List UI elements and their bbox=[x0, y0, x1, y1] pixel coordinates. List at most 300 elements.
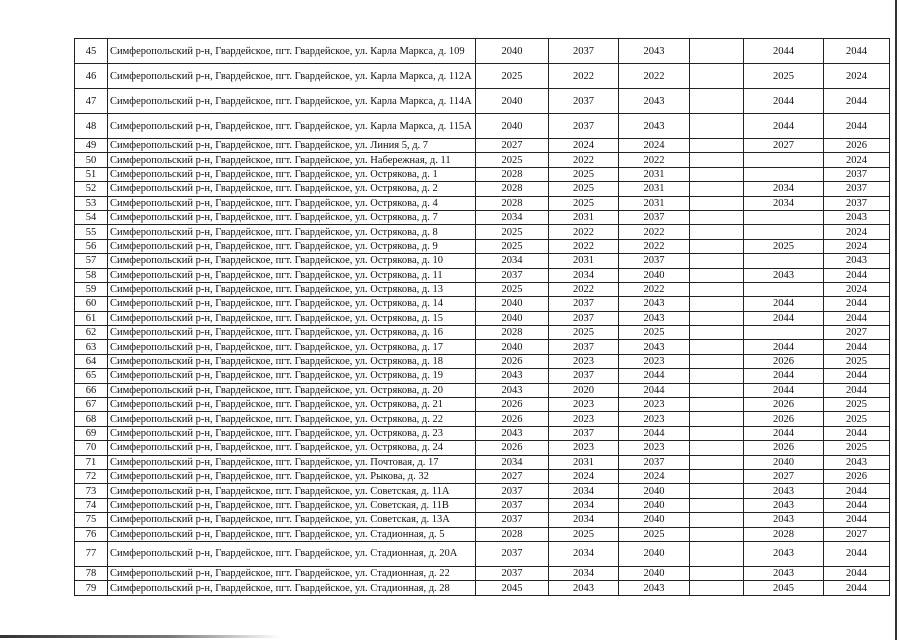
address-cell: Симферопольский р-н, Гвардейское, пгт. Гвардейское, ул. Острякова, д. 16 bbox=[108, 326, 476, 340]
year-cell-3: 2023 bbox=[619, 412, 690, 426]
year-cell-5: 2044 bbox=[744, 114, 824, 139]
row-number-cell: 58 bbox=[75, 268, 108, 282]
year-cell-3: 2044 bbox=[619, 369, 690, 383]
year-cell-5: 2044 bbox=[744, 39, 824, 64]
year-cell-5: 2044 bbox=[744, 311, 824, 325]
row-number-cell: 76 bbox=[75, 527, 108, 541]
address-cell: Симферопольский р-н, Гвардейское, пгт. Гвардейское, ул. Стадионная, д. 28 bbox=[108, 581, 476, 595]
year-cell-2: 2023 bbox=[549, 412, 619, 426]
table-row bbox=[75, 513, 890, 527]
row-number-cell: 50 bbox=[75, 153, 108, 167]
year-cell-4 bbox=[690, 282, 744, 296]
year-cell-4 bbox=[690, 412, 744, 426]
year-cell-2: 2020 bbox=[549, 383, 619, 397]
address-cell: Симферопольский р-н, Гвардейское, пгт. Гвардейское, ул. Карла Маркса, д. 114А bbox=[108, 89, 476, 114]
year-cell-2: 2023 bbox=[549, 398, 619, 412]
year-cell-4 bbox=[690, 182, 744, 196]
year-cell-2: 2024 bbox=[549, 139, 619, 153]
year-cell-3: 2044 bbox=[619, 426, 690, 440]
year-cell-6: 2025 bbox=[824, 398, 890, 412]
year-cell-6: 2044 bbox=[824, 484, 890, 498]
year-cell-2: 2031 bbox=[549, 210, 619, 224]
row-number-cell: 49 bbox=[75, 139, 108, 153]
table-row bbox=[75, 153, 890, 167]
year-cell-4 bbox=[690, 426, 744, 440]
year-cell-3: 2022 bbox=[619, 282, 690, 296]
year-cell-5: 2026 bbox=[744, 354, 824, 368]
address-cell: Симферопольский р-н, Гвардейское, пгт. Гвардейское, ул. Карла Маркса, д. 112А bbox=[108, 64, 476, 89]
row-number-cell: 77 bbox=[75, 541, 108, 566]
year-cell-3: 2024 bbox=[619, 469, 690, 483]
year-cell-1: 2026 bbox=[476, 354, 549, 368]
table-row bbox=[75, 566, 890, 580]
table-row bbox=[75, 383, 890, 397]
address-cell: Симферопольский р-н, Гвардейское, пгт. Гвардейское, ул. Острякова, д. 14 bbox=[108, 297, 476, 311]
year-cell-5 bbox=[744, 210, 824, 224]
year-cell-1: 2037 bbox=[476, 268, 549, 282]
year-cell-2: 2034 bbox=[549, 566, 619, 580]
table-row bbox=[75, 398, 890, 412]
row-number-cell: 72 bbox=[75, 469, 108, 483]
row-number-cell: 53 bbox=[75, 196, 108, 210]
year-cell-5 bbox=[744, 167, 824, 181]
year-cell-6: 2044 bbox=[824, 498, 890, 512]
address-cell: Симферопольский р-н, Гвардейское, пгт. Гвардейское, ул. Острякова, д. 21 bbox=[108, 398, 476, 412]
year-cell-3: 2023 bbox=[619, 441, 690, 455]
year-cell-6: 2037 bbox=[824, 182, 890, 196]
year-cell-1: 2040 bbox=[476, 311, 549, 325]
year-cell-2: 2022 bbox=[549, 64, 619, 89]
year-cell-4 bbox=[690, 254, 744, 268]
year-cell-4 bbox=[690, 64, 744, 89]
year-cell-5: 2044 bbox=[744, 89, 824, 114]
year-cell-5: 2043 bbox=[744, 541, 824, 566]
address-cell: Симферопольский р-н, Гвардейское, пгт. Гвардейское, ул. Карла Маркса, д. 115А bbox=[108, 114, 476, 139]
year-cell-2: 2022 bbox=[549, 239, 619, 253]
year-cell-4 bbox=[690, 513, 744, 527]
address-cell: Симферопольский р-н, Гвардейское, пгт. Гвардейское, ул. Линия 5, д. 7 bbox=[108, 139, 476, 153]
year-cell-3: 2037 bbox=[619, 210, 690, 224]
year-cell-5: 2028 bbox=[744, 527, 824, 541]
table-row bbox=[75, 139, 890, 153]
housing-table bbox=[74, 38, 890, 596]
row-number-cell: 45 bbox=[75, 39, 108, 64]
address-cell: Симферопольский р-н, Гвардейское, пгт. Гвардейское, ул. Острякова, д. 15 bbox=[108, 311, 476, 325]
year-cell-5: 2043 bbox=[744, 484, 824, 498]
year-cell-3: 2043 bbox=[619, 89, 690, 114]
year-cell-6: 2024 bbox=[824, 239, 890, 253]
year-cell-5: 2025 bbox=[744, 239, 824, 253]
address-cell: Симферопольский р-н, Гвардейское, пгт. Гвардейское, ул. Советская, д. 11В bbox=[108, 498, 476, 512]
year-cell-5: 2045 bbox=[744, 581, 824, 595]
row-number-cell: 64 bbox=[75, 354, 108, 368]
year-cell-5: 2034 bbox=[744, 196, 824, 210]
year-cell-2: 2037 bbox=[549, 297, 619, 311]
year-cell-1: 2025 bbox=[476, 153, 549, 167]
year-cell-4 bbox=[690, 581, 744, 595]
year-cell-5: 2043 bbox=[744, 498, 824, 512]
year-cell-2: 2034 bbox=[549, 541, 619, 566]
year-cell-6: 2044 bbox=[824, 426, 890, 440]
year-cell-3: 2025 bbox=[619, 527, 690, 541]
year-cell-3: 2022 bbox=[619, 64, 690, 89]
year-cell-2: 2034 bbox=[549, 484, 619, 498]
year-cell-3: 2037 bbox=[619, 455, 690, 469]
year-cell-4 bbox=[690, 114, 744, 139]
year-cell-5: 2044 bbox=[744, 340, 824, 354]
year-cell-5 bbox=[744, 326, 824, 340]
year-cell-3: 2022 bbox=[619, 153, 690, 167]
year-cell-5: 2044 bbox=[744, 426, 824, 440]
year-cell-1: 2028 bbox=[476, 167, 549, 181]
address-cell: Симферопольский р-н, Гвардейское, пгт. Гвардейское, ул. Острякова, д. 24 bbox=[108, 441, 476, 455]
table-row bbox=[75, 484, 890, 498]
row-number-cell: 55 bbox=[75, 225, 108, 239]
address-cell: Симферопольский р-н, Гвардейское, пгт. Гвардейское, ул. Острякова, д. 13 bbox=[108, 282, 476, 296]
year-cell-1: 2028 bbox=[476, 196, 549, 210]
year-cell-4 bbox=[690, 167, 744, 181]
year-cell-5: 2044 bbox=[744, 369, 824, 383]
address-cell: Симферопольский р-н, Гвардейское, пгт. Гвардейское, ул. Стадионная, д. 22 bbox=[108, 566, 476, 580]
table-row bbox=[75, 340, 890, 354]
address-cell: Симферопольский р-н, Гвардейское, пгт. Гвардейское, ул. Острякова, д. 17 bbox=[108, 340, 476, 354]
table-row bbox=[75, 196, 890, 210]
year-cell-2: 2025 bbox=[549, 527, 619, 541]
year-cell-6: 2026 bbox=[824, 469, 890, 483]
address-cell: Симферопольский р-н, Гвардейское, пгт. Гвардейское, ул. Рыкова, д. 32 bbox=[108, 469, 476, 483]
year-cell-1: 2043 bbox=[476, 383, 549, 397]
year-cell-1: 2026 bbox=[476, 412, 549, 426]
year-cell-4 bbox=[690, 398, 744, 412]
table-row bbox=[75, 369, 890, 383]
year-cell-6: 2026 bbox=[824, 139, 890, 153]
row-number-cell: 74 bbox=[75, 498, 108, 512]
year-cell-3: 2044 bbox=[619, 383, 690, 397]
year-cell-2: 2034 bbox=[549, 498, 619, 512]
year-cell-6: 2044 bbox=[824, 297, 890, 311]
year-cell-4 bbox=[690, 455, 744, 469]
row-number-cell: 78 bbox=[75, 566, 108, 580]
row-number-cell: 67 bbox=[75, 398, 108, 412]
table-row bbox=[75, 297, 890, 311]
year-cell-1: 2025 bbox=[476, 64, 549, 89]
address-cell: Симферопольский р-н, Гвардейское, пгт. Гвардейское, ул. Острякова, д. 10 bbox=[108, 254, 476, 268]
year-cell-6: 2044 bbox=[824, 581, 890, 595]
year-cell-5 bbox=[744, 254, 824, 268]
table-row bbox=[75, 498, 890, 512]
year-cell-1: 2028 bbox=[476, 326, 549, 340]
year-cell-1: 2045 bbox=[476, 581, 549, 595]
year-cell-2: 2034 bbox=[549, 513, 619, 527]
year-cell-1: 2040 bbox=[476, 340, 549, 354]
year-cell-4 bbox=[690, 354, 744, 368]
year-cell-4 bbox=[690, 498, 744, 512]
year-cell-2: 2037 bbox=[549, 311, 619, 325]
year-cell-2: 2022 bbox=[549, 225, 619, 239]
address-cell: Симферопольский р-н, Гвардейское, пгт. Гвардейское, ул. Почтовая, д. 17 bbox=[108, 455, 476, 469]
year-cell-4 bbox=[690, 441, 744, 455]
year-cell-4 bbox=[690, 311, 744, 325]
year-cell-5 bbox=[744, 282, 824, 296]
year-cell-5: 2043 bbox=[744, 566, 824, 580]
year-cell-3: 2031 bbox=[619, 167, 690, 181]
year-cell-3: 2023 bbox=[619, 398, 690, 412]
year-cell-6: 2024 bbox=[824, 282, 890, 296]
year-cell-5: 2034 bbox=[744, 182, 824, 196]
year-cell-1: 2037 bbox=[476, 484, 549, 498]
year-cell-1: 2043 bbox=[476, 426, 549, 440]
year-cell-6: 2043 bbox=[824, 210, 890, 224]
year-cell-2: 2022 bbox=[549, 153, 619, 167]
row-number-cell: 54 bbox=[75, 210, 108, 224]
year-cell-6: 2025 bbox=[824, 441, 890, 455]
year-cell-1: 2026 bbox=[476, 398, 549, 412]
year-cell-3: 2043 bbox=[619, 581, 690, 595]
year-cell-2: 2037 bbox=[549, 340, 619, 354]
row-number-cell: 51 bbox=[75, 167, 108, 181]
year-cell-1: 2037 bbox=[476, 566, 549, 580]
year-cell-1: 2040 bbox=[476, 89, 549, 114]
year-cell-6: 2044 bbox=[824, 541, 890, 566]
address-cell: Симферопольский р-н, Гвардейское, пгт. Гвардейское, ул. Острякова, д. 18 bbox=[108, 354, 476, 368]
year-cell-5: 2026 bbox=[744, 441, 824, 455]
address-cell: Симферопольский р-н, Гвардейское, пгт. Гвардейское, ул. Острякова, д. 7 bbox=[108, 210, 476, 224]
address-cell: Симферопольский р-н, Гвардейское, пгт. Гвардейское, ул. Карла Маркса, д. 109 bbox=[108, 39, 476, 64]
row-number-cell: 59 bbox=[75, 282, 108, 296]
year-cell-5 bbox=[744, 225, 824, 239]
address-cell: Симферопольский р-н, Гвардейское, пгт. Гвардейское, ул. Острякова, д. 4 bbox=[108, 196, 476, 210]
year-cell-3: 2040 bbox=[619, 541, 690, 566]
row-number-cell: 71 bbox=[75, 455, 108, 469]
address-cell: Симферопольский р-н, Гвардейское, пгт. Гвардейское, ул. Острякова, д. 19 bbox=[108, 369, 476, 383]
table-row bbox=[75, 581, 890, 595]
year-cell-3: 2040 bbox=[619, 566, 690, 580]
year-cell-1: 2028 bbox=[476, 182, 549, 196]
row-number-cell: 60 bbox=[75, 297, 108, 311]
address-cell: Симферопольский р-н, Гвардейское, пгт. Гвардейское, ул. Острякова, д. 22 bbox=[108, 412, 476, 426]
year-cell-4 bbox=[690, 484, 744, 498]
year-cell-6: 2024 bbox=[824, 64, 890, 89]
year-cell-3: 2022 bbox=[619, 239, 690, 253]
year-cell-4 bbox=[690, 239, 744, 253]
year-cell-4 bbox=[690, 566, 744, 580]
year-cell-1: 2027 bbox=[476, 469, 549, 483]
year-cell-6: 2025 bbox=[824, 412, 890, 426]
year-cell-6: 2024 bbox=[824, 153, 890, 167]
row-number-cell: 46 bbox=[75, 64, 108, 89]
year-cell-6: 2044 bbox=[824, 39, 890, 64]
year-cell-3: 2031 bbox=[619, 196, 690, 210]
row-number-cell: 47 bbox=[75, 89, 108, 114]
row-number-cell: 48 bbox=[75, 114, 108, 139]
row-number-cell: 56 bbox=[75, 239, 108, 253]
row-number-cell: 62 bbox=[75, 326, 108, 340]
year-cell-4 bbox=[690, 225, 744, 239]
table-row bbox=[75, 114, 890, 139]
year-cell-3: 2043 bbox=[619, 297, 690, 311]
table-row bbox=[75, 282, 890, 296]
row-number-cell: 68 bbox=[75, 412, 108, 426]
year-cell-1: 2026 bbox=[476, 441, 549, 455]
row-number-cell: 70 bbox=[75, 441, 108, 455]
year-cell-5: 2027 bbox=[744, 139, 824, 153]
address-cell: Симферопольский р-н, Гвардейское, пгт. Гвардейское, ул. Советская, д. 13А bbox=[108, 513, 476, 527]
table-row bbox=[75, 239, 890, 253]
address-cell: Симферопольский р-н, Гвардейское, пгт. Гвардейское, ул. Острякова, д. 1 bbox=[108, 167, 476, 181]
year-cell-4 bbox=[690, 383, 744, 397]
year-cell-2: 2024 bbox=[549, 469, 619, 483]
year-cell-2: 2025 bbox=[549, 167, 619, 181]
address-cell: Симферопольский р-н, Гвардейское, пгт. Гвардейское, ул. Набережная, д. 11 bbox=[108, 153, 476, 167]
year-cell-4 bbox=[690, 469, 744, 483]
year-cell-6: 2044 bbox=[824, 311, 890, 325]
row-number-cell: 57 bbox=[75, 254, 108, 268]
year-cell-2: 2037 bbox=[549, 39, 619, 64]
year-cell-6: 2027 bbox=[824, 527, 890, 541]
year-cell-4 bbox=[690, 89, 744, 114]
year-cell-4 bbox=[690, 527, 744, 541]
address-cell: Симферопольский р-н, Гвардейское, пгт. Гвардейское, ул. Советская, д. 11А bbox=[108, 484, 476, 498]
year-cell-3: 2043 bbox=[619, 311, 690, 325]
year-cell-2: 2025 bbox=[549, 196, 619, 210]
table-row bbox=[75, 225, 890, 239]
table-row bbox=[75, 182, 890, 196]
year-cell-2: 2031 bbox=[549, 455, 619, 469]
year-cell-6: 2044 bbox=[824, 268, 890, 282]
year-cell-1: 2025 bbox=[476, 225, 549, 239]
year-cell-6: 2044 bbox=[824, 513, 890, 527]
year-cell-6: 2044 bbox=[824, 89, 890, 114]
table-row bbox=[75, 441, 890, 455]
year-cell-6: 2043 bbox=[824, 254, 890, 268]
year-cell-1: 2043 bbox=[476, 369, 549, 383]
year-cell-3: 2037 bbox=[619, 254, 690, 268]
table-row bbox=[75, 412, 890, 426]
year-cell-1: 2025 bbox=[476, 282, 549, 296]
year-cell-6: 2044 bbox=[824, 369, 890, 383]
year-cell-2: 2025 bbox=[549, 182, 619, 196]
year-cell-5: 2025 bbox=[744, 64, 824, 89]
table-row bbox=[75, 89, 890, 114]
year-cell-5 bbox=[744, 153, 824, 167]
row-number-cell: 63 bbox=[75, 340, 108, 354]
table-body bbox=[75, 39, 890, 596]
year-cell-6: 2044 bbox=[824, 383, 890, 397]
address-cell: Симферопольский р-н, Гвардейское, пгт. Гвардейское, ул. Острякова, д. 20 bbox=[108, 383, 476, 397]
year-cell-6: 2037 bbox=[824, 196, 890, 210]
year-cell-4 bbox=[690, 210, 744, 224]
year-cell-1: 2034 bbox=[476, 254, 549, 268]
year-cell-3: 2022 bbox=[619, 225, 690, 239]
address-cell: Симферопольский р-н, Гвардейское, пгт. Гвардейское, ул. Острякова, д. 8 bbox=[108, 225, 476, 239]
address-cell: Симферопольский р-н, Гвардейское, пгт. Гвардейское, ул. Острякова, д. 9 bbox=[108, 239, 476, 253]
year-cell-2: 2037 bbox=[549, 114, 619, 139]
year-cell-5: 2027 bbox=[744, 469, 824, 483]
row-number-cell: 75 bbox=[75, 513, 108, 527]
year-cell-4 bbox=[690, 39, 744, 64]
year-cell-5: 2043 bbox=[744, 268, 824, 282]
year-cell-2: 2025 bbox=[549, 326, 619, 340]
year-cell-1: 2040 bbox=[476, 114, 549, 139]
address-cell: Симферопольский р-н, Гвардейское, пгт. Гвардейское, ул. Острякова, д. 11 bbox=[108, 268, 476, 282]
year-cell-5: 2026 bbox=[744, 398, 824, 412]
year-cell-3: 2040 bbox=[619, 513, 690, 527]
year-cell-5: 2043 bbox=[744, 513, 824, 527]
year-cell-1: 2037 bbox=[476, 498, 549, 512]
year-cell-1: 2034 bbox=[476, 210, 549, 224]
year-cell-2: 2037 bbox=[549, 426, 619, 440]
row-number-cell: 66 bbox=[75, 383, 108, 397]
year-cell-3: 2043 bbox=[619, 39, 690, 64]
year-cell-3: 2023 bbox=[619, 354, 690, 368]
year-cell-2: 2023 bbox=[549, 441, 619, 455]
table-row bbox=[75, 426, 890, 440]
table-row bbox=[75, 326, 890, 340]
year-cell-4 bbox=[690, 541, 744, 566]
table-row bbox=[75, 527, 890, 541]
year-cell-1: 2037 bbox=[476, 513, 549, 527]
year-cell-4 bbox=[690, 340, 744, 354]
table-row bbox=[75, 311, 890, 325]
year-cell-4 bbox=[690, 369, 744, 383]
year-cell-2: 2037 bbox=[549, 89, 619, 114]
year-cell-6: 2043 bbox=[824, 455, 890, 469]
year-cell-6: 2027 bbox=[824, 326, 890, 340]
address-cell: Симферопольский р-н, Гвардейское, пгт. Гвардейское, ул. Острякова, д. 23 bbox=[108, 426, 476, 440]
year-cell-3: 2040 bbox=[619, 268, 690, 282]
year-cell-6: 2024 bbox=[824, 225, 890, 239]
table-row bbox=[75, 455, 890, 469]
year-cell-6: 2037 bbox=[824, 167, 890, 181]
year-cell-4 bbox=[690, 139, 744, 153]
row-number-cell: 65 bbox=[75, 369, 108, 383]
scan-artifact bbox=[0, 635, 280, 638]
year-cell-6: 2025 bbox=[824, 354, 890, 368]
year-cell-4 bbox=[690, 196, 744, 210]
row-number-cell: 73 bbox=[75, 484, 108, 498]
year-cell-3: 2040 bbox=[619, 498, 690, 512]
year-cell-4 bbox=[690, 153, 744, 167]
row-number-cell: 61 bbox=[75, 311, 108, 325]
year-cell-1: 2040 bbox=[476, 297, 549, 311]
address-cell: Симферопольский р-н, Гвардейское, пгт. Гвардейское, ул. Стадионная, д. 20А bbox=[108, 541, 476, 566]
year-cell-1: 2034 bbox=[476, 455, 549, 469]
row-number-cell: 69 bbox=[75, 426, 108, 440]
year-cell-3: 2031 bbox=[619, 182, 690, 196]
year-cell-1: 2028 bbox=[476, 527, 549, 541]
year-cell-1: 2027 bbox=[476, 139, 549, 153]
year-cell-5: 2044 bbox=[744, 297, 824, 311]
address-cell: Симферопольский р-н, Гвардейское, пгт. Гвардейское, ул. Острякова, д. 2 bbox=[108, 182, 476, 196]
table-row bbox=[75, 39, 890, 64]
row-number-cell: 79 bbox=[75, 581, 108, 595]
year-cell-2: 2034 bbox=[549, 268, 619, 282]
year-cell-1: 2040 bbox=[476, 39, 549, 64]
year-cell-5: 2026 bbox=[744, 412, 824, 426]
table-row bbox=[75, 64, 890, 89]
year-cell-3: 2040 bbox=[619, 484, 690, 498]
year-cell-2: 2023 bbox=[549, 354, 619, 368]
address-cell: Симферопольский р-н, Гвардейское, пгт. Гвардейское, ул. Стадионная, д. 5 bbox=[108, 527, 476, 541]
year-cell-4 bbox=[690, 268, 744, 282]
year-cell-3: 2025 bbox=[619, 326, 690, 340]
year-cell-3: 2043 bbox=[619, 340, 690, 354]
year-cell-3: 2024 bbox=[619, 139, 690, 153]
year-cell-5: 2040 bbox=[744, 455, 824, 469]
year-cell-4 bbox=[690, 326, 744, 340]
table-row bbox=[75, 167, 890, 181]
table-row bbox=[75, 268, 890, 282]
